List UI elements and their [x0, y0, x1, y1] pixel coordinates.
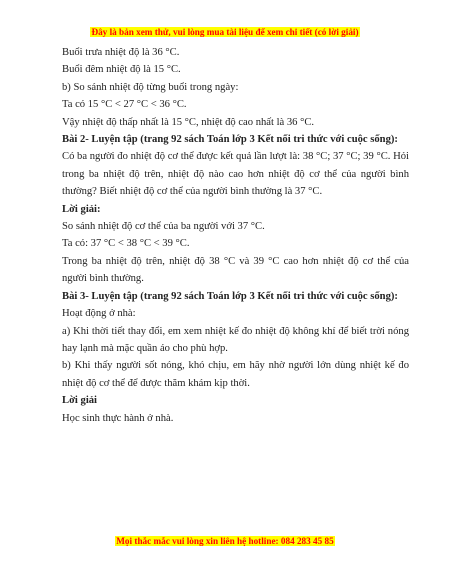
- hotline-text: Mọi thắc mắc vui lòng xin liên hệ hotline: 084 283 45 85: [116, 536, 334, 546]
- hotline-banner: [0, 536, 450, 546]
- text-line: Học sinh thực hành ở nhà.: [62, 412, 174, 424]
- exercise-2-question: Có ba người đo nhiệt độ cơ thể được kết quả lần lượt là: 38 °C; 37 °C; 39 °C. Hỏi trong ba nhiệt độ trên, nhiệt độ nào cao hơn nhiệt độ cơ thể của người bình thường? Biết nhiệt độ cơ thể của người bình thường là 37 °C.: [62, 151, 409, 198]
- text-paragraph: a) Khi thời tiết thay đổi, em xem nhiệt kế đo nhiệt độ không khí để biết trời nóng hay lạnh mà mặc quần áo cho phù hợp.: [62, 325, 409, 354]
- text-line: Vậy nhiệt độ thấp nhất là 15 °C, nhiệt độ cao nhất là 36 °C.: [62, 116, 315, 128]
- text-line: b) So sánh nhiệt độ từng buổi trong ngày:: [62, 81, 239, 93]
- document-body: [62, 44, 409, 427]
- text-line: Buổi đêm nhiệt độ là 15 °C.: [62, 64, 181, 76]
- text-line: Ta có: 37 °C < 38 °C < 39 °C.: [62, 238, 190, 250]
- text-line: So sánh nhiệt độ cơ thể của ba người với 37 °C.: [62, 221, 265, 233]
- preview-notice-banner: [0, 27, 450, 37]
- exercise-2-heading: Bài 2- Luyện tập (trang 92 sách Toán lớp 3 Kết nối tri thức với cuộc sống):: [62, 134, 398, 146]
- text-line: Ta có 15 °C < 27 °C < 36 °C.: [62, 99, 187, 111]
- text-paragraph: Trong ba nhiệt độ trên, nhiệt độ 38 °C và 39 °C cao hơn nhiệt độ cơ thể của người bình thường.: [62, 255, 409, 285]
- solution-heading: Lời giải: [62, 395, 98, 407]
- text-line: Buổi trưa nhiệt độ là 36 °C.: [62, 47, 180, 58]
- preview-notice-text: Đây là bản xem thử, vui lòng mua tài liệu để xem chi tiết (có lời giải): [91, 27, 359, 37]
- text-paragraph: b) Khi thấy người sốt nóng, khó chịu, em hãy nhờ người lớn dùng nhiệt kế đo nhiệt độ cơ thể để được thăm khám kịp thời.: [62, 360, 409, 389]
- solution-heading: Lời giải:: [62, 203, 101, 215]
- text-line: Hoạt động ở nhà:: [62, 308, 136, 320]
- exercise-3-heading: Bài 3- Luyện tập (trang 92 sách Toán lớp 3 Kết nối tri thức với cuộc sống):: [62, 290, 398, 302]
